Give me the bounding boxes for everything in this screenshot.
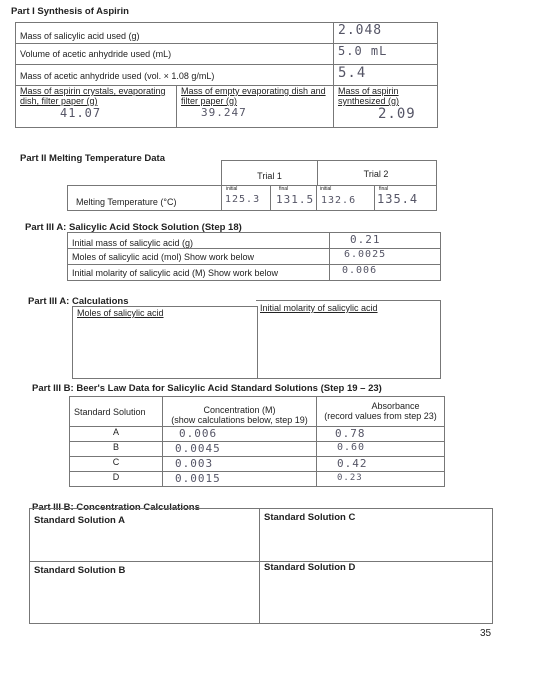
part1-title: Part I Synthesis of Aspirin	[11, 6, 129, 17]
part3b-std-c: C	[70, 457, 163, 472]
part3b-calc-a-label: Standard Solution A	[34, 515, 125, 526]
part3b-table	[69, 396, 445, 487]
part2-t2-initial[interactable]: 132.6	[321, 195, 357, 206]
part1-synth-value: 2.09	[378, 106, 416, 122]
part1-crystals-value: 41.07	[60, 106, 102, 120]
part1-crystals-cell[interactable]	[16, 86, 177, 128]
part3b-std-a: A	[70, 427, 163, 442]
part3a-table	[67, 232, 441, 281]
part2-divider	[221, 185, 222, 210]
part1-label-mass-anhydride: Mass of acetic anhydride used (vol. × 1.08 g/mL)	[16, 65, 334, 86]
part3a-title: Part III A: Salicylic Acid Stock Solution (Step 18)	[25, 222, 242, 233]
part3b-conc-d[interactable]: 0.0015	[163, 472, 317, 487]
part2-t2-initial-label: initial	[320, 186, 332, 192]
part3b-header-abs: Absorbance (record values from step 23)	[317, 397, 445, 427]
part3a-calc-moles-box[interactable]	[72, 306, 258, 379]
part3b-calc-title: Part III B: Concentration Calculations	[32, 502, 200, 513]
part2-divider	[316, 185, 317, 210]
part3a-value-molarity[interactable]: 0.006	[330, 265, 441, 281]
part2-title: Part II Melting Temperature Data	[20, 153, 165, 164]
part1-value-volume[interactable]: 5.0 mL	[334, 44, 438, 65]
part3a-value-moles[interactable]: 6.0025	[330, 249, 441, 265]
part3a-calc-molarity-box[interactable]	[256, 300, 441, 379]
part3b-abs-c[interactable]: 0.42	[317, 457, 445, 472]
page-number: 35	[480, 628, 492, 639]
part3a-label-moles: Moles of salicylic acid (mol) Show work below	[68, 249, 330, 265]
part2-divider	[374, 185, 375, 210]
part1-dish-label: Mass of empty evaporating dish and filter paper (g)	[181, 86, 326, 106]
part3b-abs-b[interactable]: 0.60	[317, 442, 445, 457]
part2-t2-final[interactable]: 135.4	[377, 192, 419, 206]
part2-t1-final[interactable]: 131.5	[276, 193, 315, 206]
part3b-abs-a[interactable]: 0.78	[317, 427, 445, 442]
part1-label-volume: Volume of acetic anhydride used (mL)	[16, 44, 334, 65]
part2-t1-final-label: final	[279, 186, 289, 192]
part2-divider	[270, 185, 271, 210]
part3b-title: Part III B: Beer's Law Data for Salicylic Acid Standard Solutions (Step 19 – 23)	[32, 383, 382, 394]
part3a-value-mass[interactable]: 0.21	[330, 233, 441, 249]
part3b-header-std: Standard Solution	[70, 397, 163, 427]
part1-dish-cell[interactable]	[177, 86, 334, 128]
part3a-calc-title: Part III A: Calculations	[28, 296, 129, 307]
part2-row-label: Melting Temperature (°C)	[76, 197, 177, 207]
part3a-calc-moles-label: Moles of salicylic acid	[77, 308, 164, 318]
part1-dish-value: 39.247	[201, 106, 247, 119]
part3b-calc-d-label: Standard Solution D	[264, 562, 356, 573]
part3b-calc-c-label: Standard Solution C	[264, 512, 356, 523]
part1-synth-cell[interactable]	[334, 86, 438, 128]
part3a-calc-molarity-label: Initial molarity of salicylic acid	[260, 303, 378, 313]
part1-table	[15, 22, 438, 128]
part3b-calc-divider	[29, 561, 493, 562]
part3b-abs-d[interactable]: 0.23	[317, 472, 445, 487]
part2-t2-final-label: final	[379, 186, 389, 192]
part1-value-mass-salicylic[interactable]: 2.048	[334, 23, 438, 44]
part1-value-mass-anhydride[interactable]: 5.4	[334, 65, 438, 86]
part2-t1-initial-label: initial	[226, 186, 238, 192]
part3b-conc-b[interactable]: 0.0045	[163, 442, 317, 457]
part2-trial1-header: Trial 1	[221, 160, 318, 185]
part1-synth-label: Mass of aspirin synthesized (g)	[338, 86, 400, 106]
part1-label-mass-salicylic: Mass of salicylic acid used (g)	[16, 23, 334, 44]
part3b-conc-c[interactable]: 0.003	[163, 457, 317, 472]
part3b-conc-a[interactable]: 0.006	[163, 427, 317, 442]
part1-crystals-label: Mass of aspirin crystals, evaporating dish, filter paper (g)	[20, 86, 166, 106]
part3b-calc-b-label: Standard Solution B	[34, 565, 126, 576]
part2-t1-initial[interactable]: 125.3	[225, 194, 261, 205]
part3b-header-conc: Concentration (M) (show calculations below, step 19)	[163, 397, 317, 427]
part3a-label-molarity: Initial molarity of salicylic acid (M) Show work below	[68, 265, 330, 281]
part3b-std-b: B	[70, 442, 163, 457]
part3a-label-mass: Initial mass of salicylic acid (g)	[68, 233, 330, 249]
part2-trial2-header: Trial 2	[316, 160, 437, 185]
part3b-std-d: D	[70, 472, 163, 487]
